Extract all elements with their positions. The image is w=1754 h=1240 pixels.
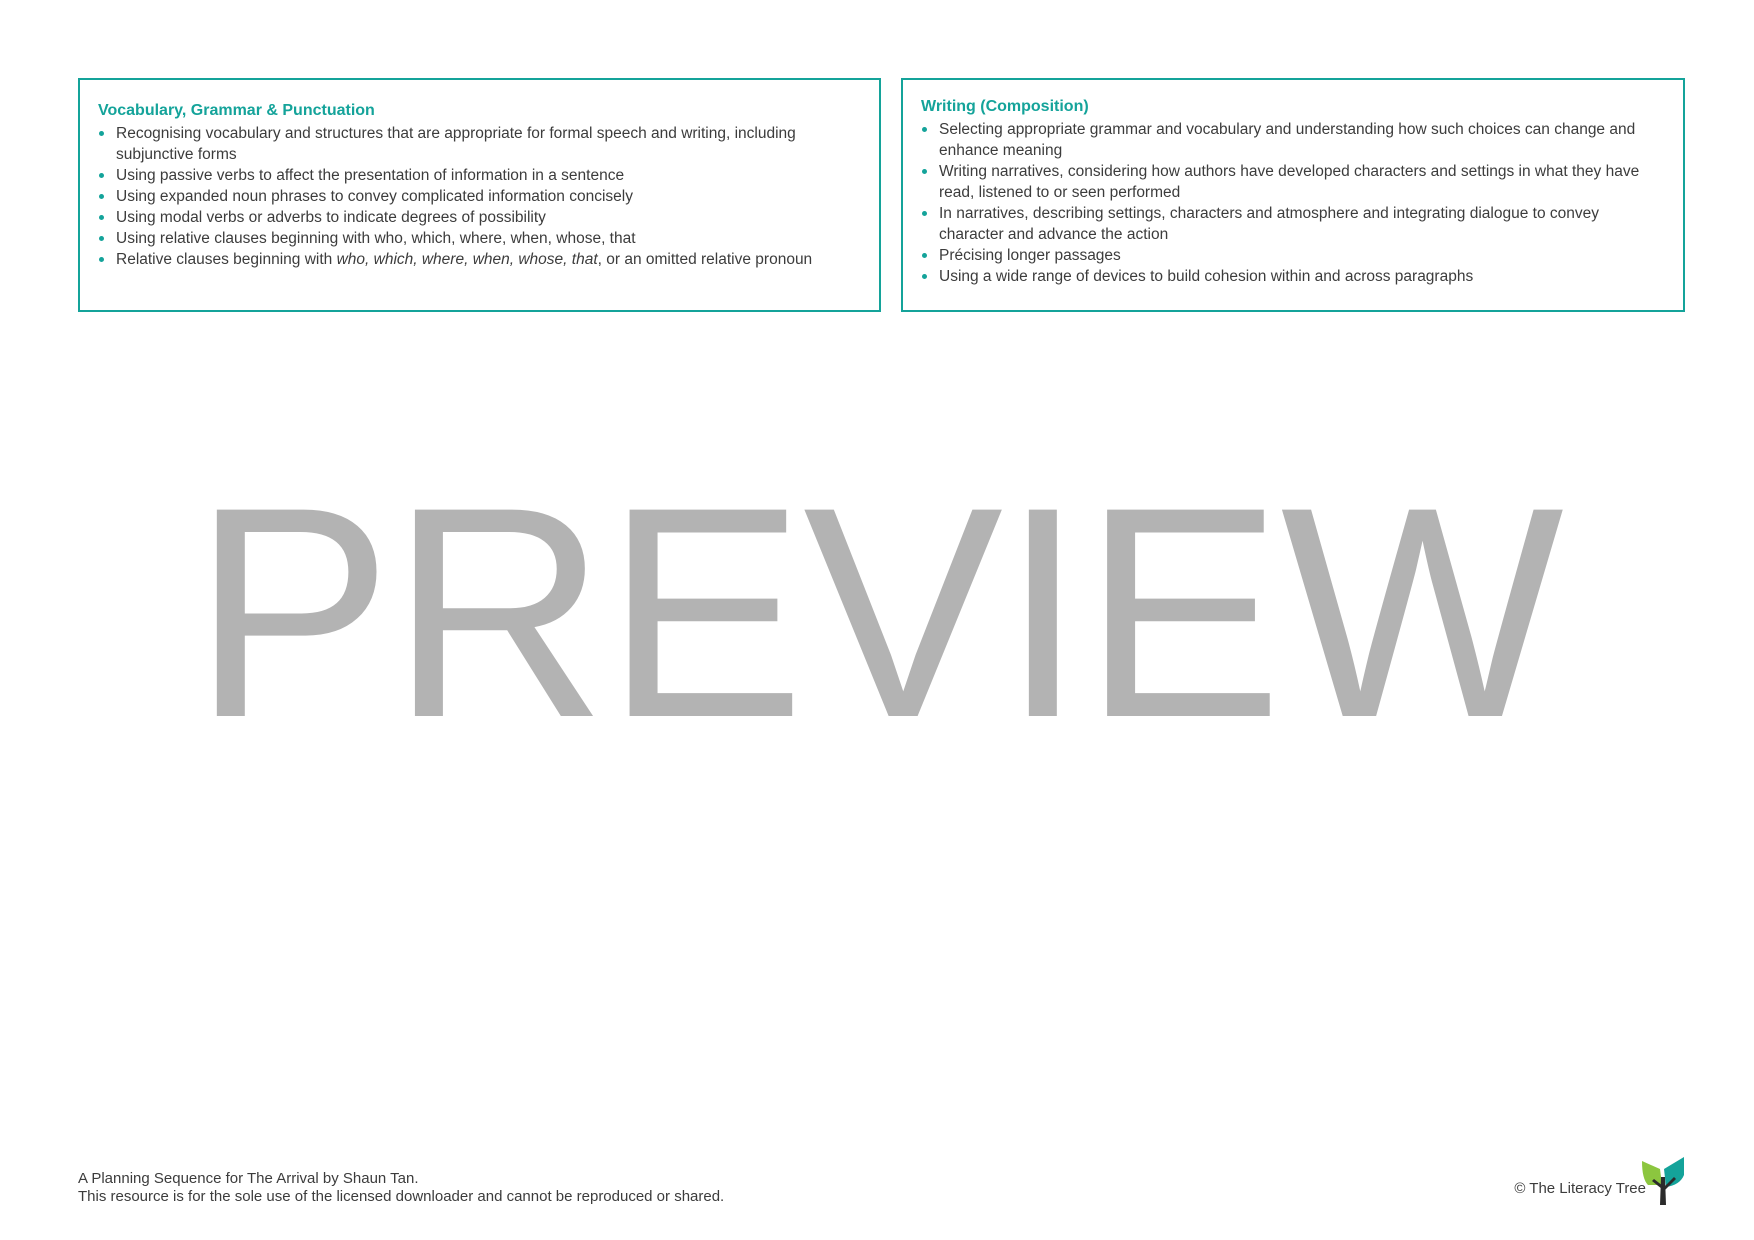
list-item-suffix: , or an omitted relative pronoun — [597, 251, 813, 268]
copyright-text: © The Literacy Tree — [1514, 1180, 1646, 1197]
footer-line-title: A Planning Sequence for The Arrival by Shaun Tan. — [78, 1170, 419, 1187]
list-item: Using expanded noun phrases to convey complicated information concisely — [98, 186, 861, 207]
list-item — [98, 249, 861, 270]
list-item: In narratives, describing settings, characters and atmosphere and integrating dialogue to convey character and advance the action — [921, 203, 1665, 245]
objectives-box-writing — [901, 78, 1685, 312]
list-item-prefix: Relative clauses beginning with — [116, 251, 337, 268]
list-item: Recognising vocabulary and structures that are appropriate for formal speech and writing, including subjunctive forms — [98, 123, 861, 165]
list-item-italic: who, which, where, when, whose, that — [336, 251, 598, 268]
list-item: Using a wide range of devices to build cohesion within and across paragraphs — [921, 266, 1665, 287]
list-item: Selecting appropriate grammar and vocabulary and understanding how such choices can change and enhance meaning — [921, 119, 1665, 161]
box-title: Vocabulary, Grammar & Punctuation — [98, 102, 375, 119]
list-item: Writing narratives, considering how authors have developed characters and settings in what they have read, listened to or seen performed — [921, 161, 1665, 203]
footer-credits — [78, 1170, 724, 1206]
objectives-box-vocabulary — [78, 78, 881, 312]
list-item: Using relative clauses beginning with who, which, where, when, whose, that — [98, 228, 861, 249]
list-item: Précising longer passages — [921, 245, 1665, 266]
list-item: Using passive verbs to affect the presentation of information in a sentence — [98, 165, 861, 186]
tree-logo-icon — [1640, 1155, 1686, 1205]
footer-line-license: This resource is for the sole use of the licensed downloader and cannot be reproduced or shared. — [78, 1188, 725, 1205]
box-title: Writing (Composition) — [921, 98, 1089, 115]
bullet-list — [98, 123, 861, 270]
preview-watermark: PREVIEW — [192, 444, 1562, 780]
bullet-list — [921, 119, 1665, 287]
list-item: Using modal verbs or adverbs to indicate degrees of possibility — [98, 207, 861, 228]
